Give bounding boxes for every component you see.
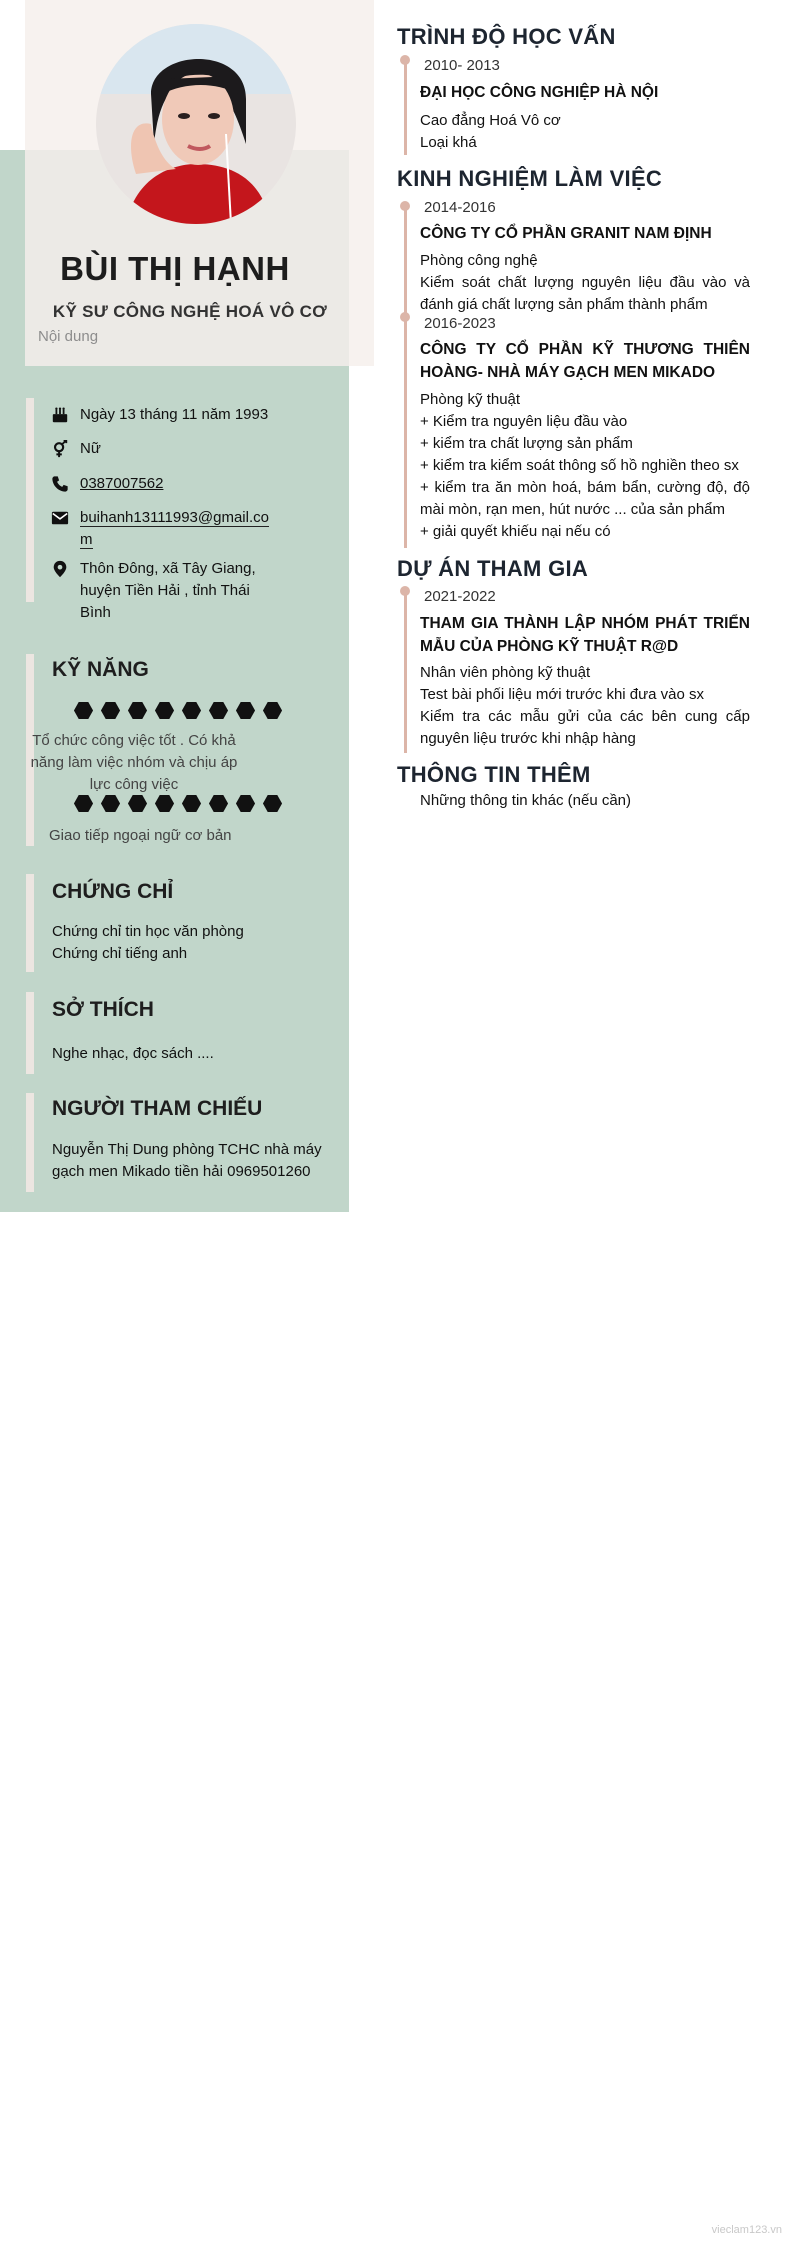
contact-address (50, 558, 280, 624)
job-description: Nội dung (38, 328, 99, 345)
job-title: KỸ SƯ CÔNG NGHỆ HOÁ VÔ CƠ (52, 302, 328, 321)
candidate-name: BÙI THỊ HẠNH (60, 250, 290, 287)
skill-rating-hexagon (128, 702, 147, 719)
skill-rating-hexagon (101, 795, 120, 812)
avatar-photo (96, 24, 296, 224)
project-date: 2021-2022 (424, 588, 496, 605)
skills-heading: KỸ NĂNG (52, 658, 149, 681)
job-date-0: 2014-2016 (424, 199, 496, 216)
job-line-1-5: + giải quyết khiếu nại nếu có (420, 523, 611, 540)
avatar (96, 24, 296, 224)
skill-rating-hexagon (155, 702, 174, 719)
timeline-line (404, 60, 407, 155)
projects-heading: DỰ ÁN THAM GIA (397, 556, 589, 581)
project-line-0: Nhân viên phòng kỹ thuật (420, 664, 591, 681)
skill-text-1: Giao tiếp ngoại ngữ cơ bản (49, 827, 232, 844)
phone-icon (50, 473, 70, 495)
job-company-0: CÔNG TY CỔ PHẦN GRANIT NAM ĐỊNH (420, 225, 712, 242)
project-name: THAM GIA THÀNH LẬP NHÓM PHÁT TRIỂN MẪU CỦA PHÒNG KỸ THUẬT R@D (420, 615, 750, 655)
gender-text: Nữ (80, 440, 101, 457)
hobbies-bar (26, 992, 34, 1074)
birthday-text: Ngày 13 tháng 11 năm 1993 (80, 406, 269, 423)
skill-rating-hexagon (74, 702, 93, 719)
skill-rating-1 (74, 795, 282, 812)
email-text[interactable]: buihanh13111993@gmail.com (80, 509, 269, 548)
references-heading: NGƯỜI THAM CHIẾU (52, 1097, 263, 1120)
skill-rating-hexagon (209, 702, 228, 719)
references-text: Nguyễn Thị Dung phòng TCHC nhà máy gạch men Mikado tiền hải 0969501260 (52, 1141, 322, 1180)
job-line-1-4: + kiểm tra ăn mòn hoá, bám bẩn, cường độ, độ mài mòn, rạn men, hút nước ... của sản phẩm (420, 479, 750, 518)
skill-rating-hexagon (182, 795, 201, 812)
skill-rating-hexagon (74, 795, 93, 812)
phone-link[interactable]: 0387007562 (80, 475, 164, 492)
references-bar (26, 1093, 34, 1192)
job-line-1-2: + kiểm tra chất lượng sản phẩm (420, 435, 633, 452)
education-heading: TRÌNH ĐỘ HỌC VẤN (397, 24, 616, 49)
timeline-line (404, 206, 407, 548)
skill-rating-hexagon (263, 795, 282, 812)
skill-rating-hexagon (209, 795, 228, 812)
hobbies-heading: SỞ THÍCH (52, 998, 154, 1021)
education-line-1: Loại khá (420, 134, 477, 151)
skill-rating-hexagon (236, 795, 255, 812)
timeline-dot (400, 312, 410, 322)
mail-icon (50, 507, 70, 529)
certificates-heading: CHỨNG CHỈ (52, 880, 174, 903)
job-date-1: 2016-2023 (424, 315, 496, 332)
skill-rating-hexagon (182, 702, 201, 719)
skill-rating-hexagon (263, 702, 282, 719)
experience-heading: KINH NGHIỆM LÀM VIỆC (397, 166, 663, 191)
certificates-bar (26, 874, 34, 972)
skill-rating-0 (74, 702, 282, 719)
gender-icon (50, 438, 70, 460)
contact-email[interactable] (50, 507, 280, 551)
contact-phone[interactable] (50, 473, 280, 495)
extra-heading: THÔNG TIN THÊM (397, 762, 591, 787)
job-line-1-3: + kiểm tra kiểm soát thông số hồ nghiền theo sx (420, 457, 739, 474)
education-date: 2010- 2013 (424, 57, 500, 74)
education-school: ĐẠI HỌC CÔNG NGHIỆP HÀ NỘI (420, 84, 659, 101)
certificate-item-1: Chứng chỉ tiếng anh (52, 945, 188, 962)
hobbies-text: Nghe nhạc, đọc sách .... (52, 1045, 214, 1062)
project-line-2: Kiểm tra các mẫu gửi của các bên cung cấp nguyên liệu trước khi nhập hàng (420, 708, 750, 747)
skill-rating-hexagon (128, 795, 147, 812)
job-line-0-0: Phòng công nghệ (420, 252, 538, 269)
contact-birthday (50, 404, 280, 426)
skill-rating-hexagon (101, 702, 120, 719)
address-text: Thôn Đông, xã Tây Giang, huyện Tiền Hải , tỉnh Thái Bình (80, 560, 256, 621)
job-line-1-1: + Kiểm tra nguyên liệu đầu vào (420, 413, 628, 430)
job-line-1-0: Phòng kỹ thuật (420, 391, 521, 408)
skill-text-0: Tổ chức công việc tốt . Có khả năng làm việc nhóm và chịu áp lực công việc (30, 732, 238, 793)
cake-icon (50, 404, 70, 426)
watermark: vieclam123.vn (711, 2224, 782, 2236)
skill-rating-hexagon (155, 795, 174, 812)
skill-rating-hexagon (236, 702, 255, 719)
project-line-1: Test bài phối liệu mới trước khi đưa vào sx (420, 686, 705, 703)
contact-gender (50, 438, 280, 460)
timeline-line (404, 591, 407, 753)
job-line-0-1: Kiểm soát chất lượng nguyên liệu đầu vào và đánh giá chất lượng sản phẩm thành phẩm (420, 274, 750, 313)
location-pin-icon (50, 558, 70, 580)
education-line-0: Cao đẳng Hoá Vô cơ (420, 112, 561, 129)
certificate-item-0: Chứng chỉ tin học văn phòng (52, 923, 244, 940)
extra-text: Những thông tin khác (nếu cần) (420, 792, 632, 809)
email-link[interactable] (80, 507, 280, 551)
contact-bar (26, 398, 34, 602)
job-company-1: CÔNG TY CỔ PHẦN KỸ THƯƠNG THIÊN HOÀNG- NHÀ MÁY GẠCH MEN MIKADO (420, 341, 750, 381)
